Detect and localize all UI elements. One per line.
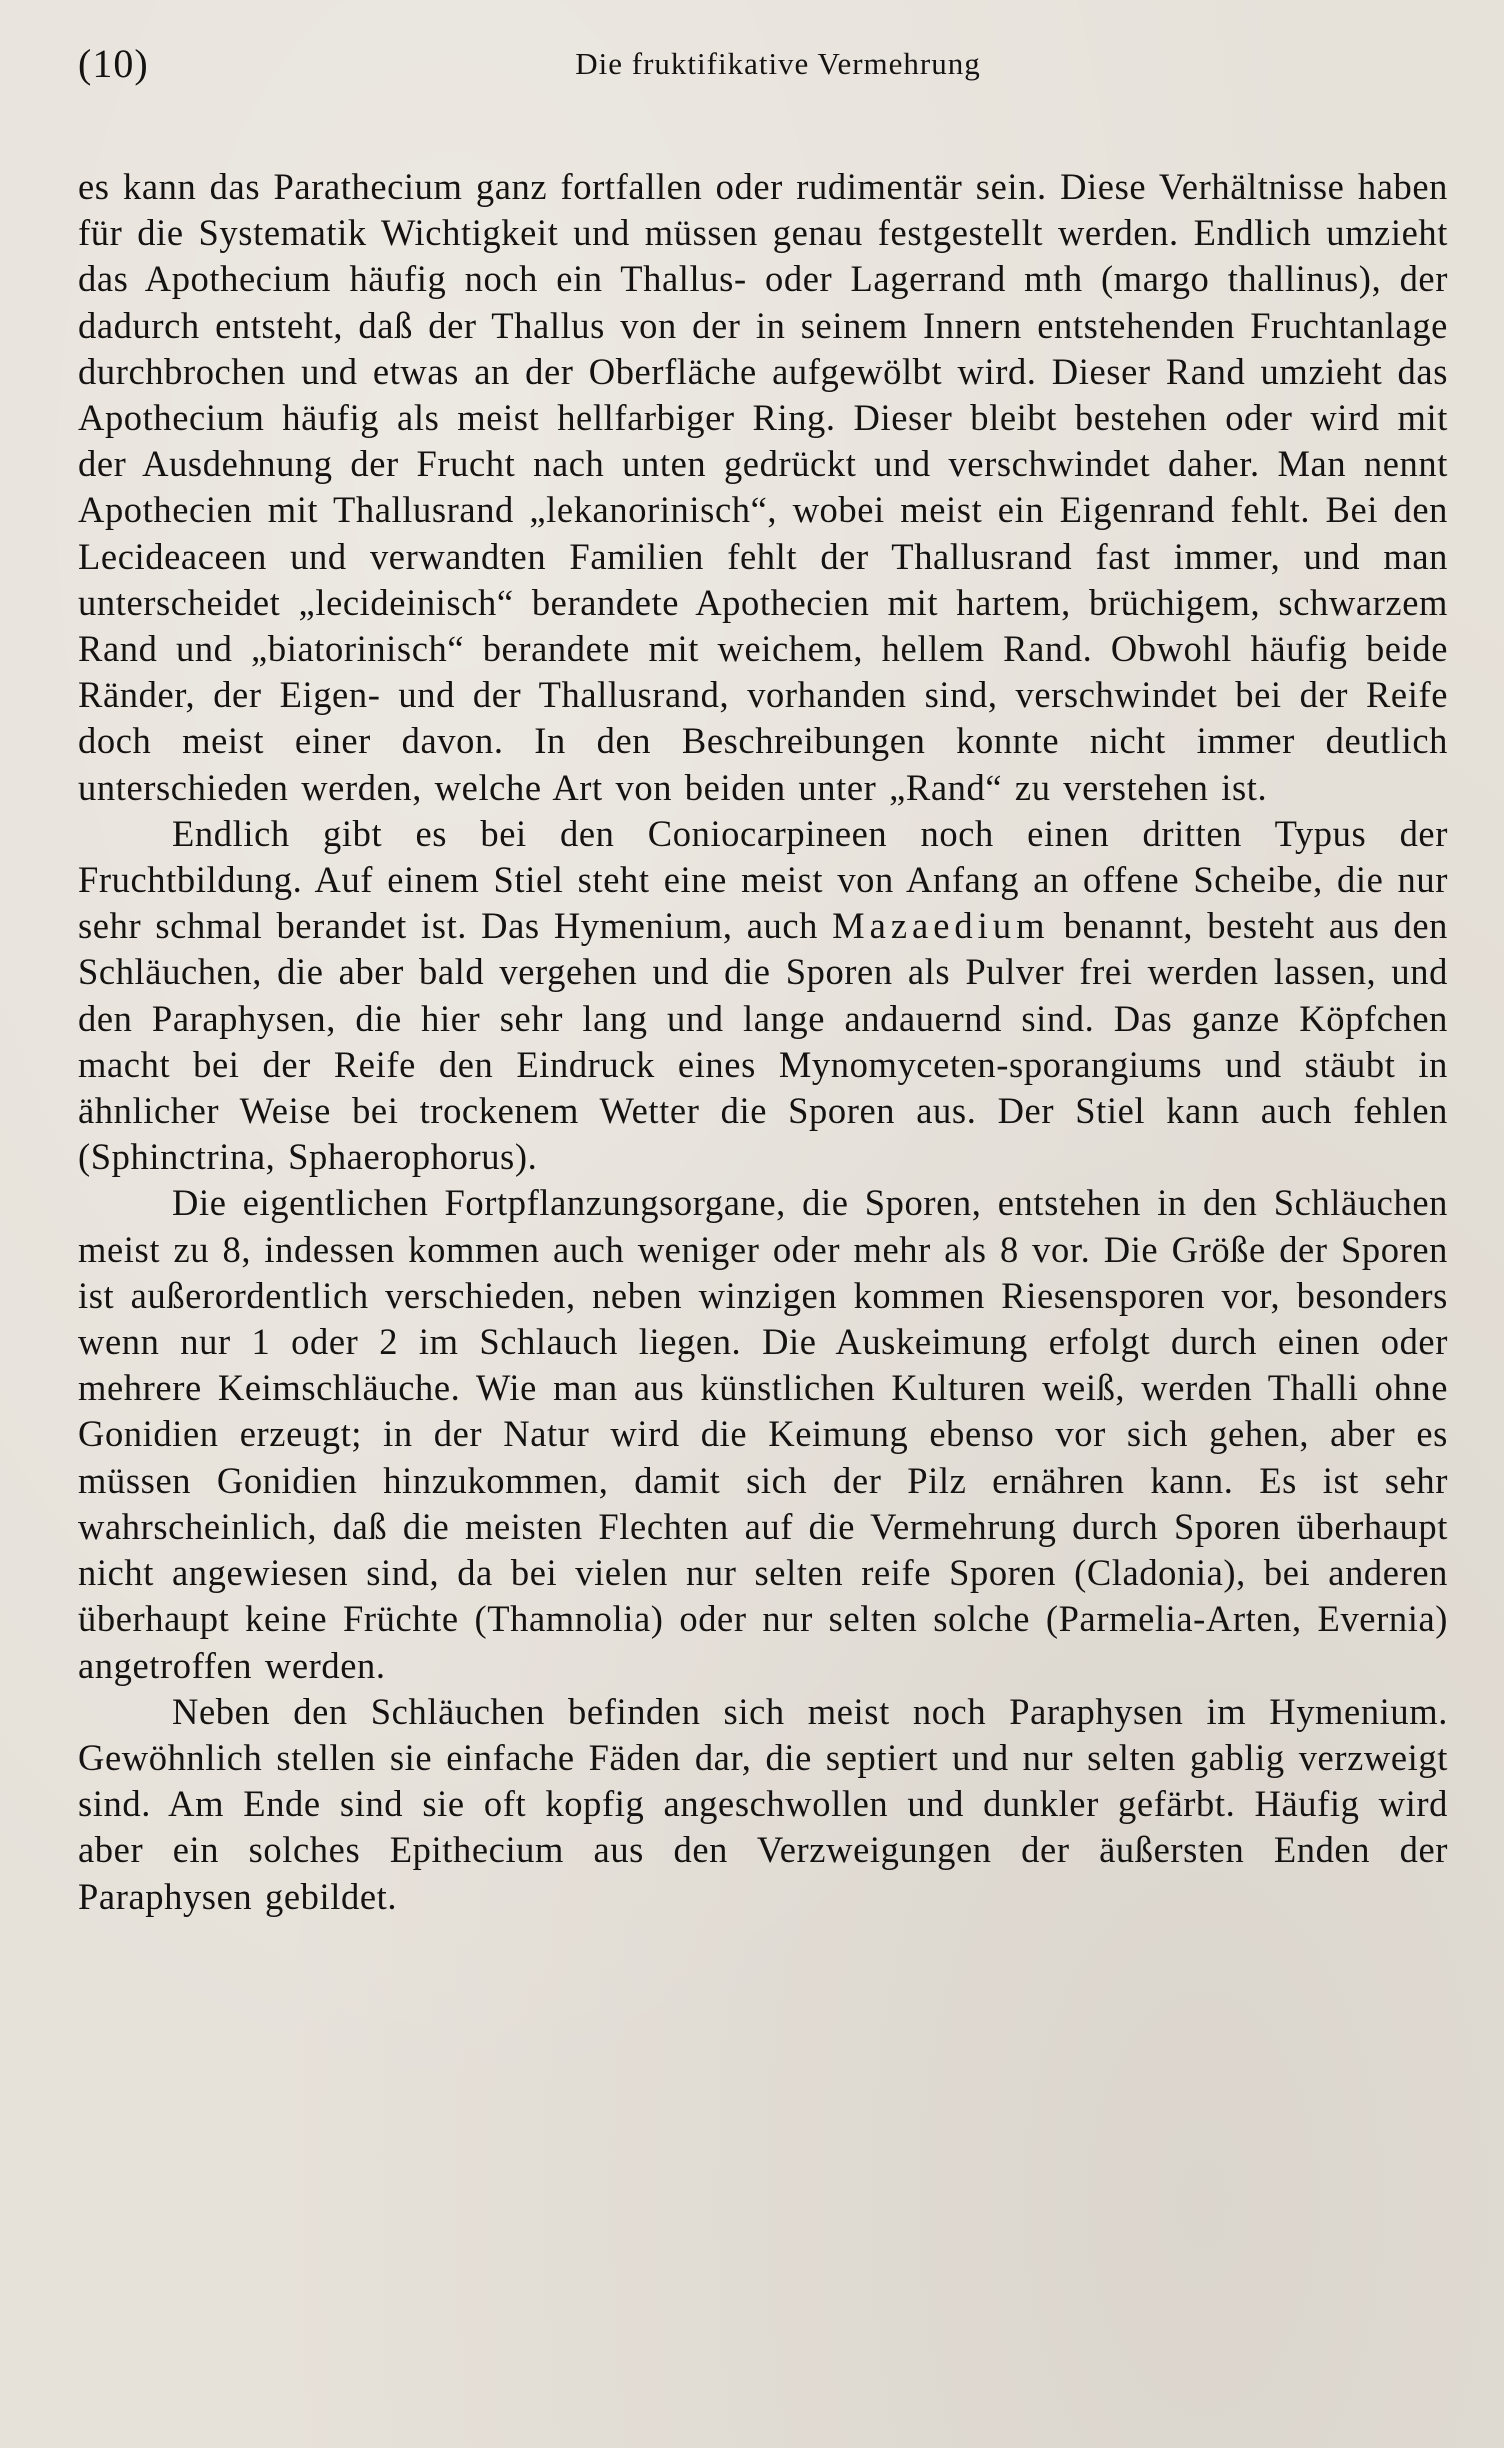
page-number: (10) xyxy=(78,41,149,86)
paragraph-2 xyxy=(78,811,1448,1181)
paragraph-4: Neben den Schläuchen befinden sich meist noch Paraphysen im Hymenium. Gewöhnlich stellen sie einfache Fäden dar, die septiert und nur selten gablig verzweigt sind. Am Ende sind sie oft kopfig angeschwollen und dunkler gefärbt. Häufig wird aber ein solches Epithecium aus den Verzweigungen der äußersten Enden der Paraphysen gebildet. xyxy=(78,1690,1448,1917)
running-title: Die fruktifikative Vermehrung xyxy=(575,46,981,81)
body-text xyxy=(78,164,1448,1920)
book-page xyxy=(78,40,1448,1920)
paragraph-2-text-before: Endlich gibt es bei den Coniocarpineen noch einen dritten Typus der Fruchtbildung. Auf einem Stiel steht eine meist von Anfang an offene Scheibe, die nur sehr schmal berandet ist. Das Hymenium, auch xyxy=(78,812,1448,947)
paragraph-2-text-after: benannt, besteht aus den Schläuchen, die aber bald vergehen und die Sporen als Pulver frei werden lassen, und den Paraphysen, die hier sehr lang und lange andauernd sind. Das ganze Köpfchen macht bei der Reife den Eindruck eines Mynomyceten-sporangiums und stäubt in ähnlicher Weise bei trockenem Wetter die Sporen aus. Der Stiel kann auch fehlen (Sphinctrina, Sphaerophorus). xyxy=(78,905,1448,1178)
paragraph-1: es kann das Parathecium ganz fortfallen oder rudimentär sein. Diese Verhältnisse haben für die Systematik Wichtigkeit und müssen genau festgestellt werden. Endlich umzieht das Apothecium häufig noch ein Thallus- oder Lagerrand mth (margo thallinus), der dadurch entsteht, daß der Thallus von der in seinem Innern entstehenden Fruchtanlage durchbrochen und etwas an der Oberfläche aufgewölbt wird. Dieser Rand umzieht das Apothecium häufig als meist hellfarbiger Ring. Dieser bleibt bestehen oder wird mit der Ausdehnung der Frucht nach unten gedrückt und verschwindet daher. Man nennt Apothecien mit Thallusrand „lekanorinisch“, wobei meist ein Eigenrand fehlt. Bei den Lecideaceen und verwandten Familien fehlt der Thallusrand fast immer, und man unterscheidet „lecideinisch“ berandete Apothecien mit hartem, brüchigem, schwarzem Rand und „biatorinisch“ berandete mit weichem, hellem Rand. Obwohl häufig beide Ränder, der Eigen- und der Thallusrand, vorhanden sind, verschwindet bei der Reife doch meist einer davon. In den Beschreibungen konnte nicht immer deutlich unterschieden werden, welche Art von beiden unter „Rand“ zu verstehen ist. xyxy=(78,166,1448,808)
paragraph-3: Die eigentlichen Fortpflanzungsorgane, die Sporen, entstehen in den Schläuchen meist zu 8, indessen kommen auch weniger oder mehr als 8 vor. Die Größe der Sporen ist außerordentlich verschieden, neben winzigen kommen Riesensporen vor, besonders wenn nur 1 oder 2 im Schlauch liegen. Die Auskeimung erfolgt durch einen oder mehrere Keimschläuche. Wie man aus künstlichen Kulturen weiß, werden Thalli ohne Gonidien erzeugt; in der Natur wird die Keimung ebenso vor sich gehen, aber es müssen Gonidien hinzukommen, damit sich der Pilz ernähren kann. Es ist sehr wahrscheinlich, daß die meisten Flechten auf die Vermehrung durch Sporen überhaupt nicht angewiesen sind, da bei vielen nur selten reife Sporen (Cladonia), bei anderen überhaupt keine Früchte (Thamnolia) oder nur selten solche (Parmelia-Arten, Evernia) angetroffen werden. xyxy=(78,1182,1448,1686)
page-header xyxy=(78,40,1448,100)
term-mazaedium: Mazaedium xyxy=(832,905,1050,947)
